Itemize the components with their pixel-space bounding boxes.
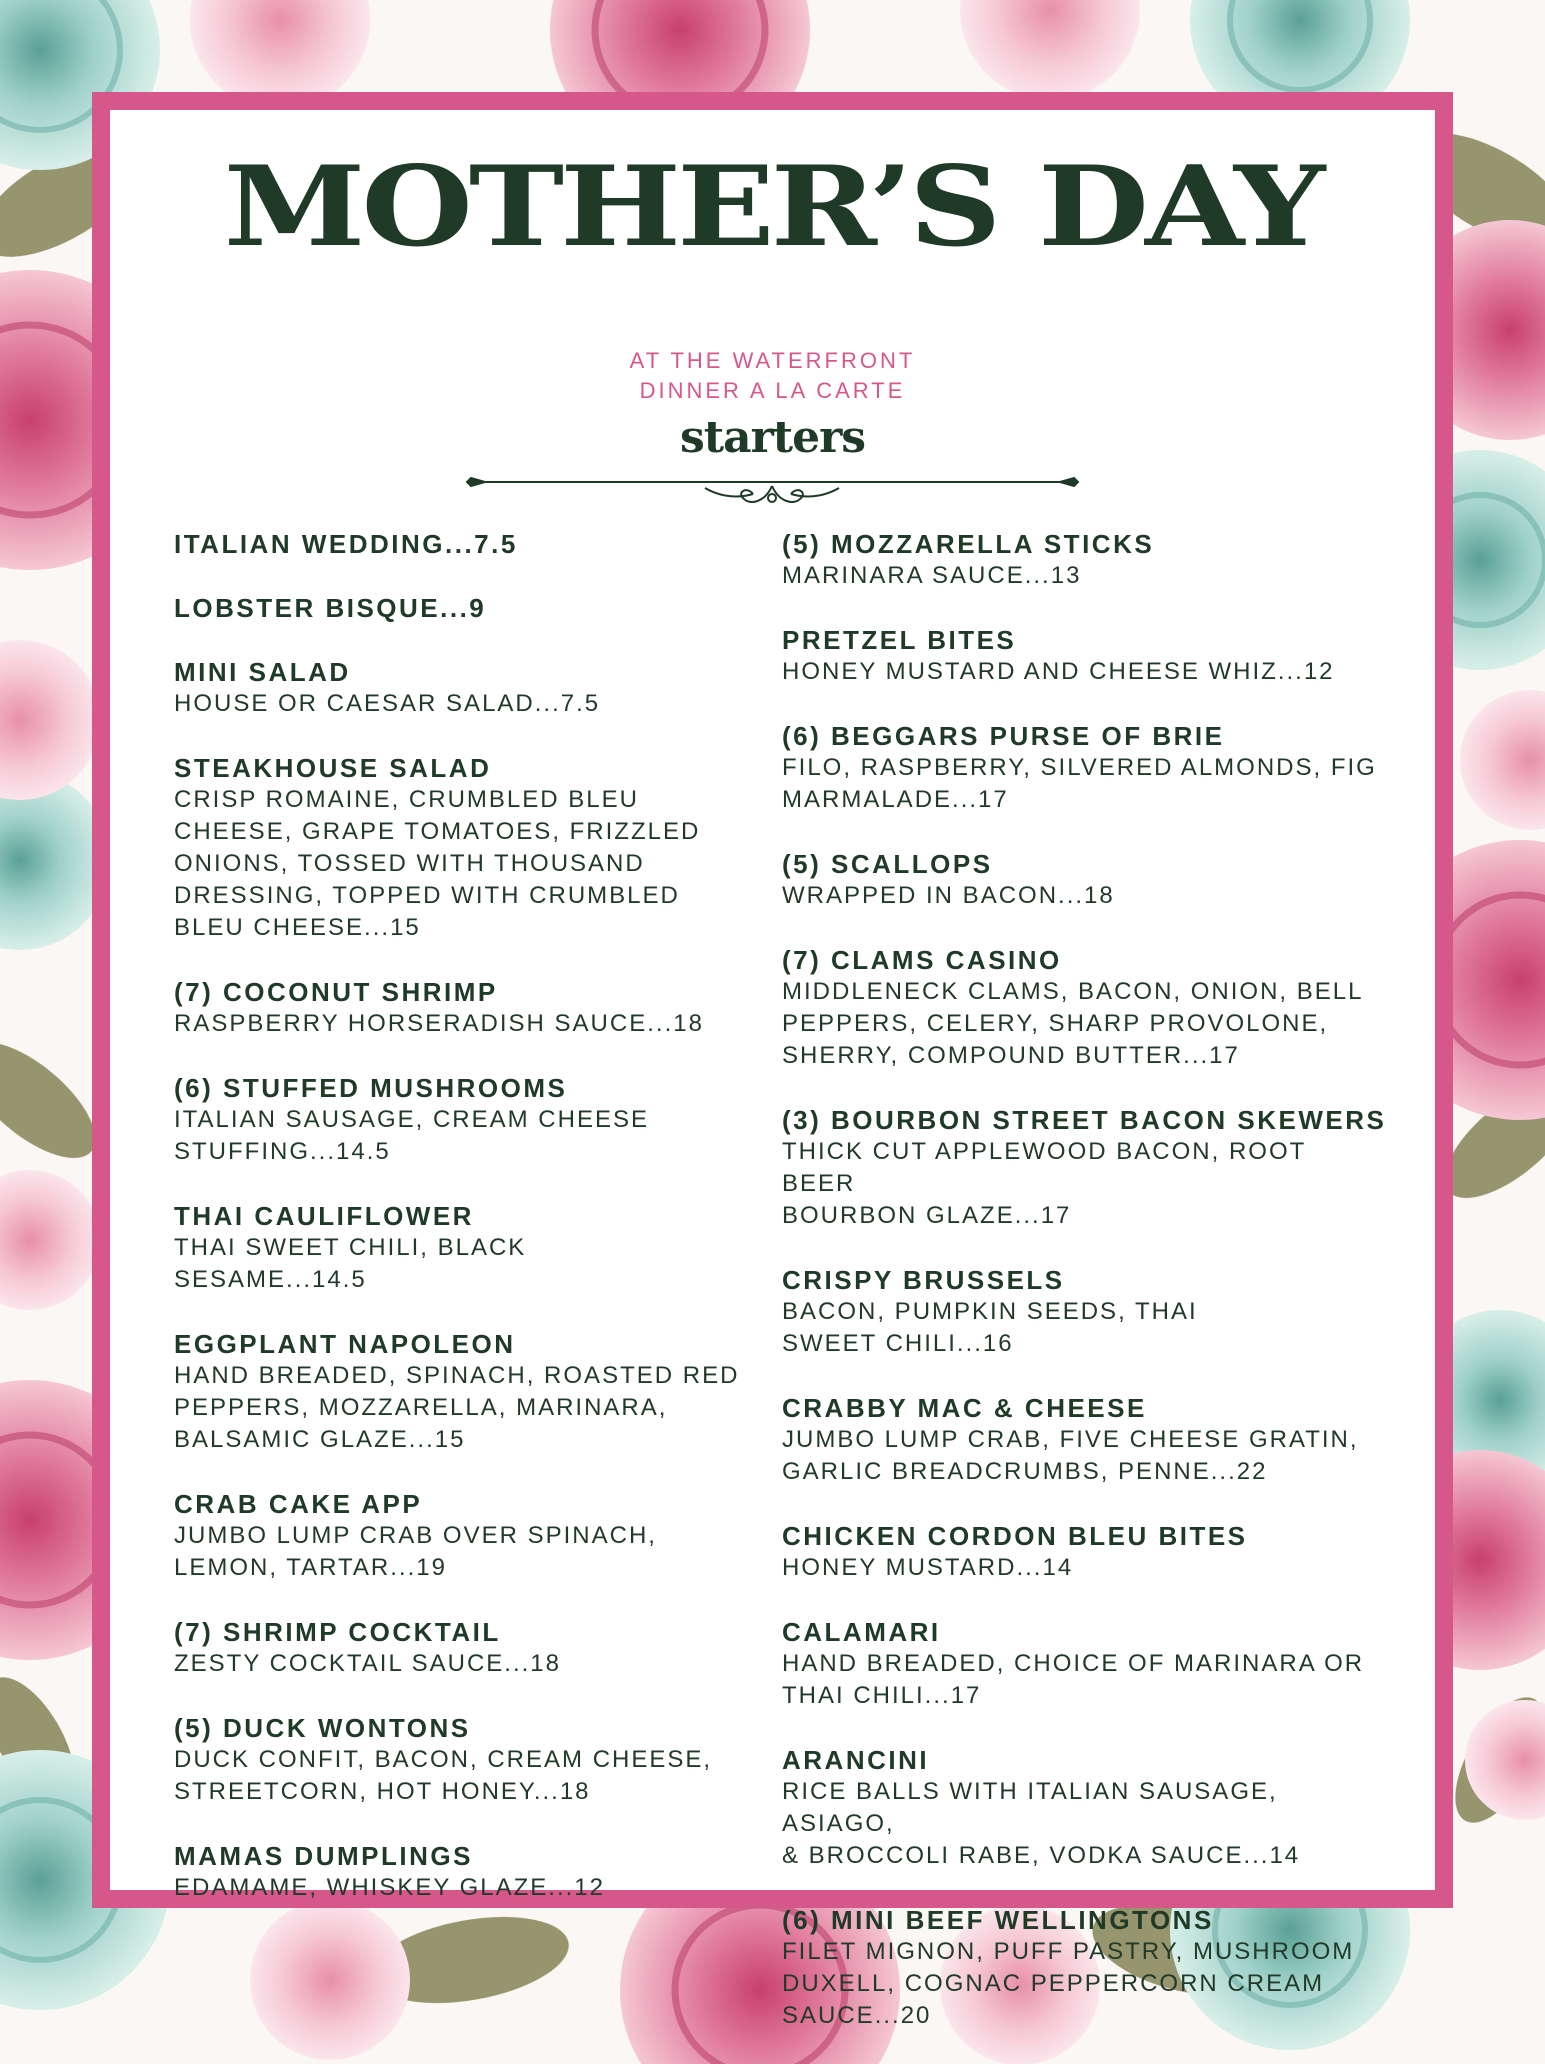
item-description: DUCK CONFIT, BACON, CREAM CHEESE, STREETCORN, HOT HONEY...18 — [174, 1746, 713, 1805]
item-description: MARINARA SAUCE...13 — [782, 562, 1082, 589]
item-name: LOBSTER BISQUE...9 — [174, 593, 487, 623]
item-name: PRETZEL BITES — [782, 625, 1017, 655]
item-name: (3) BOURBON STREET BACON SKEWERS — [782, 1105, 1387, 1135]
item-name: THAI CAULIFLOWER — [174, 1201, 474, 1231]
menu-card — [110, 110, 1435, 2029]
item-description: RICE BALLS WITH ITALIAN SAUSAGE, ASIAGO, & BROCCOLI RABE, VODKA SAUCE...14 — [782, 1778, 1301, 1869]
menu-item — [174, 1488, 774, 1584]
item-name: (7) CLAMS CASINO — [782, 945, 1062, 975]
item-description: WRAPPED IN BACON...18 — [782, 882, 1115, 909]
menu-item — [782, 720, 1382, 816]
item-description: FILET MIGNON, PUFF PASTRY, MUSHROOM DUXELL, COGNAC PEPPERCORN CREAM SAUCE...20 — [782, 1938, 1355, 2029]
menu-item — [174, 528, 774, 560]
menu-item — [782, 1264, 1382, 1360]
menu-item — [174, 1840, 774, 1904]
item-description: THICK CUT APPLEWOOD BACON, ROOT BEER BOURBON GLAZE...17 — [782, 1138, 1306, 1229]
subtitle-location: AT THE WATERFRONT — [629, 348, 916, 373]
menu-item — [174, 1712, 774, 1808]
menu-item — [782, 1392, 1382, 1488]
item-description: BACON, PUMPKIN SEEDS, THAI SWEET CHILI...16 — [782, 1298, 1198, 1357]
menu-item — [174, 1072, 774, 1168]
item-description: ZESTY COCKTAIL SAUCE...18 — [174, 1650, 561, 1677]
item-description: HAND BREADED, CHOICE OF MARINARA OR THAI CHILI...17 — [782, 1650, 1365, 1709]
item-name: (6) STUFFED MUSHROOMS — [174, 1073, 568, 1103]
menu-item — [174, 752, 774, 944]
item-name: (5) SCALLOPS — [782, 849, 993, 879]
item-name: CRAB CAKE APP — [174, 1489, 423, 1519]
ornamental-divider — [465, 472, 1080, 518]
menu-item — [782, 1744, 1382, 1872]
item-description: MIDDLENECK CLAMS, BACON, ONION, BELL PEPPERS, CELERY, SHARP PROVOLONE, SHERRY, COMPOUND BUTTER...17 — [782, 978, 1364, 1069]
subtitle-service: DINNER A LA CARTE — [639, 378, 906, 403]
item-description: THAI SWEET CHILI, BLACK SESAME...14.5 — [174, 1234, 527, 1293]
item-name: (7) COCONUT SHRIMP — [174, 977, 498, 1007]
item-name: CRISPY BRUSSELS — [782, 1265, 1065, 1295]
section-heading: starters — [679, 412, 866, 463]
menu-column-right — [782, 528, 1387, 2064]
item-description: EDAMAME, WHISKEY GLAZE...12 — [174, 1874, 605, 1901]
item-description: FILO, RASPBERRY, SILVERED ALMONDS, FIG MARMALADE...17 — [782, 754, 1377, 813]
item-name: (6) MINI BEEF WELLINGTONS — [782, 1905, 1214, 1935]
item-name: CALAMARI — [782, 1617, 941, 1647]
item-name: CHICKEN CORDON BLEU BITES — [782, 1521, 1248, 1551]
item-name: (5) MOZZARELLA STICKS — [782, 529, 1155, 559]
item-name: (6) BEGGARS PURSE OF BRIE — [782, 721, 1225, 751]
menu-item — [174, 592, 774, 624]
item-description: JUMBO LUMP CRAB OVER SPINACH, LEMON, TARTAR...19 — [174, 1522, 657, 1581]
item-name: ARANCINI — [782, 1745, 930, 1775]
item-description: JUMBO LUMP CRAB, FIVE CHEESE GRATIN, GARLIC BREADCRUMBS, PENNE...22 — [782, 1426, 1359, 1485]
item-name: (7) SHRIMP COCKTAIL — [174, 1617, 501, 1647]
item-description: CRISP ROMAINE, CRUMBLED BLEU CHEESE, GRAPE TOMATOES, FRIZZLED ONIONS, TOSSED WITH THOUSAND DRESSING, TOPPED WITH CRUMBLED BLEU CHEESE...15 — [174, 786, 701, 941]
menu-item — [174, 1200, 774, 1296]
menu-item — [782, 944, 1382, 1072]
item-name: (5) DUCK WONTONS — [174, 1713, 471, 1743]
menu-item — [782, 1904, 1382, 2032]
item-description: HAND BREADED, SPINACH, ROASTED RED PEPPERS, MOZZARELLA, MARINARA, BALSAMIC GLAZE...15 — [174, 1362, 740, 1453]
item-name: STEAKHOUSE SALAD — [174, 753, 492, 783]
menu-item — [174, 656, 774, 720]
menu-item — [174, 1328, 774, 1456]
menu-item — [782, 848, 1382, 912]
item-description: HONEY MUSTARD AND CHEESE WHIZ...12 — [782, 658, 1335, 685]
page-title: MOTHER’S DAY — [223, 142, 1322, 272]
item-description: RASPBERRY HORSERADISH SAUCE...18 — [174, 1010, 704, 1037]
menu-column-left — [174, 528, 774, 1936]
menu-item — [174, 976, 774, 1040]
item-name: MAMAS DUMPLINGS — [174, 1841, 473, 1871]
menu-item — [782, 624, 1382, 688]
item-description: HONEY MUSTARD...14 — [782, 1554, 1074, 1581]
item-name: EGGPLANT NAPOLEON — [174, 1329, 516, 1359]
menu-item — [782, 1520, 1382, 1584]
item-description: HOUSE OR CAESAR SALAD...7.5 — [174, 690, 601, 717]
menu-item — [782, 1616, 1382, 1712]
item-name: ITALIAN WEDDING...7.5 — [174, 529, 518, 559]
item-name: CRABBY MAC & CHEESE — [782, 1393, 1147, 1423]
menu-item — [782, 528, 1382, 592]
menu-item — [174, 1616, 774, 1680]
menu-item — [782, 1104, 1387, 1232]
menu-frame — [92, 92, 1453, 2029]
item-name: MINI SALAD — [174, 657, 351, 687]
item-description: ITALIAN SAUSAGE, CREAM CHEESE STUFFING...14.5 — [174, 1106, 649, 1165]
